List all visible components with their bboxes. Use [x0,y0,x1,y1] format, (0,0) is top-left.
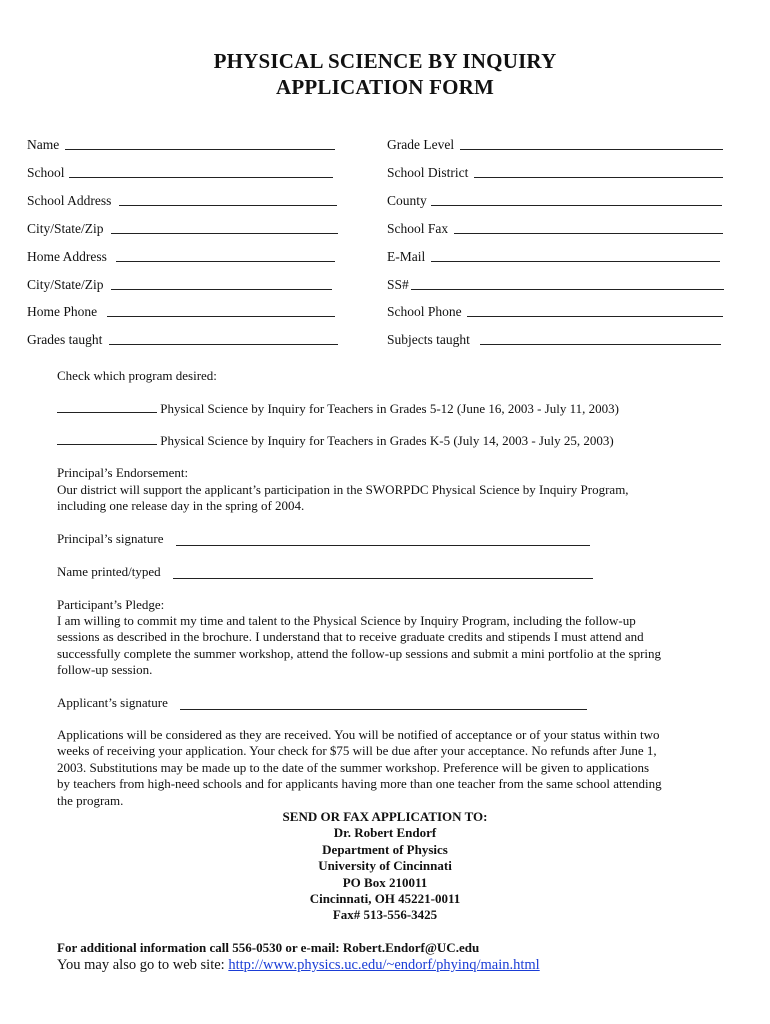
field-input-line[interactable] [65,149,335,150]
program-heading: Check which program desired: [57,368,217,383]
field-label: Grades taught [27,332,103,347]
pledge-heading: Participant’s Pledge: [57,597,165,612]
field-grade-level[interactable] [387,136,723,154]
footer-web [57,957,540,974]
applicant-signature-line[interactable] [180,709,587,710]
endorsement-text-line2: including one release day in the spring of 2004. [57,498,305,513]
send-to-city: Cincinnati, OH 45221-0011 [309,891,461,906]
field-label: Grade Level [387,137,455,152]
field-school-phone[interactable] [387,303,723,321]
field-input-line[interactable] [411,289,724,290]
field-input-line[interactable] [480,344,721,345]
field-input-line[interactable] [111,289,332,290]
field-label: School Address [27,193,112,208]
field-label: City/State/Zip [27,221,104,236]
pledge-text-line1: I am willing to commit my time and talent to the Physical Science by Inquiry Program, including the follow-up [57,613,636,628]
field-input-line[interactable] [109,344,338,345]
endorsement-heading: Principal’s Endorsement: [57,465,189,480]
pledge-text-line3: successfully complete the summer workshop, attend the follow-up sessions and submit a mini portfolio at the spring [57,646,662,661]
principal-signature-label: Principal’s signature [57,531,164,546]
send-to-po-box: PO Box 210011 [342,875,428,890]
field-label: School District [387,165,469,180]
field-subjects-taught[interactable] [387,331,721,349]
field-input-line[interactable] [454,233,723,234]
send-to-heading: SEND OR FAX APPLICATION TO: [282,809,488,824]
field-school-district[interactable] [387,164,723,182]
field-label: County [387,193,427,208]
field-input-line[interactable] [431,261,720,262]
field-input-line[interactable] [467,316,723,317]
footer-web-prefix: You may also go to web site: [57,957,229,973]
send-to-name: Dr. Robert Endorf [333,825,437,840]
field-label: School [27,165,65,180]
program-checkbox-line[interactable] [57,401,157,413]
field-input-line[interactable] [431,205,722,206]
field-home-city-state-zip[interactable] [27,276,332,294]
field-input-line[interactable] [119,205,337,206]
program-option-label: Physical Science by Inquiry for Teachers in Grades 5-12 (June 16, 2003 - July 11, 2003) [160,401,619,416]
field-label: School Fax [387,221,449,236]
field-school-address[interactable] [27,192,337,210]
field-label: School Phone [387,304,462,319]
pledge-text-line4: follow-up session. [57,662,153,677]
field-label: Subjects taught [387,332,470,347]
notice-text-line4: by teachers from high-need schools and for applicants having more than one teacher from the same school attending [57,776,662,791]
program-option-5-12 [57,401,619,418]
send-to-department: Department of Physics [322,842,448,857]
field-home-phone[interactable] [27,303,335,321]
website-link[interactable]: http://www.physics.uc.edu/~endorf/phyinq/main.html [228,957,540,973]
field-grades-taught[interactable] [27,331,338,349]
field-input-line[interactable] [474,177,723,178]
principal-signature-line[interactable] [176,545,590,546]
field-label: SS# [387,277,409,292]
field-label: City/State/Zip [27,277,104,292]
field-input-line[interactable] [460,149,723,150]
form-title-line1: PHYSICAL SCIENCE BY INQUIRY [213,49,557,73]
field-input-line[interactable] [107,316,335,317]
send-to-fax: Fax# 513-556-3425 [332,907,438,922]
field-label: Name [27,137,60,152]
notice-text-line3: 2003. Substitutions may be made up to the date of the summer workshop. Preference will be given to applications [57,760,650,775]
field-label: E-Mail [387,249,426,264]
field-school-fax[interactable] [387,220,723,238]
field-label: Home Address [27,249,107,264]
program-option-label: Physical Science by Inquiry for Teachers in Grades K-5 (July 14, 2003 - July 25, 2003) [160,433,614,448]
field-email[interactable] [387,248,720,266]
program-checkbox-line[interactable] [57,433,157,445]
field-home-address[interactable] [27,248,335,266]
notice-text-line1: Applications will be considered as they are received. You will be notified of acceptance or of your status within two [57,727,660,742]
field-county[interactable] [387,192,722,210]
field-school[interactable] [27,164,333,182]
field-input-line[interactable] [116,261,335,262]
notice-text-line5: the program. [57,793,124,808]
name-printed-label: Name printed/typed [57,564,161,579]
field-label: Home Phone [27,304,98,319]
footer-info: For additional information call 556-0530 or e-mail: Robert.Endorf@UC.edu [57,940,480,955]
field-input-line[interactable] [69,177,333,178]
field-name[interactable] [27,136,335,154]
field-ssn[interactable] [387,276,724,294]
applicant-signature-label: Applicant’s signature [57,695,168,710]
field-input-line[interactable] [111,233,338,234]
pledge-text-line2: sessions as described in the brochure. I understand that to receive graduate credits and stipends I must attend and [57,629,644,644]
field-city-state-zip[interactable] [27,220,338,238]
form-title-line2: APPLICATION FORM [275,75,495,99]
endorsement-text-line1: Our district will support the applicant’s participation in the SWORPDC Physical Science by Inquiry Program, [57,482,629,497]
notice-text-line2: weeks of receiving your application. Your check for $75 will be due after your acceptance. No refunds after June 1, [57,743,657,758]
send-to-university: University of Cincinnati [318,858,452,873]
program-option-k-5 [57,433,614,450]
name-printed-line[interactable] [173,578,593,579]
